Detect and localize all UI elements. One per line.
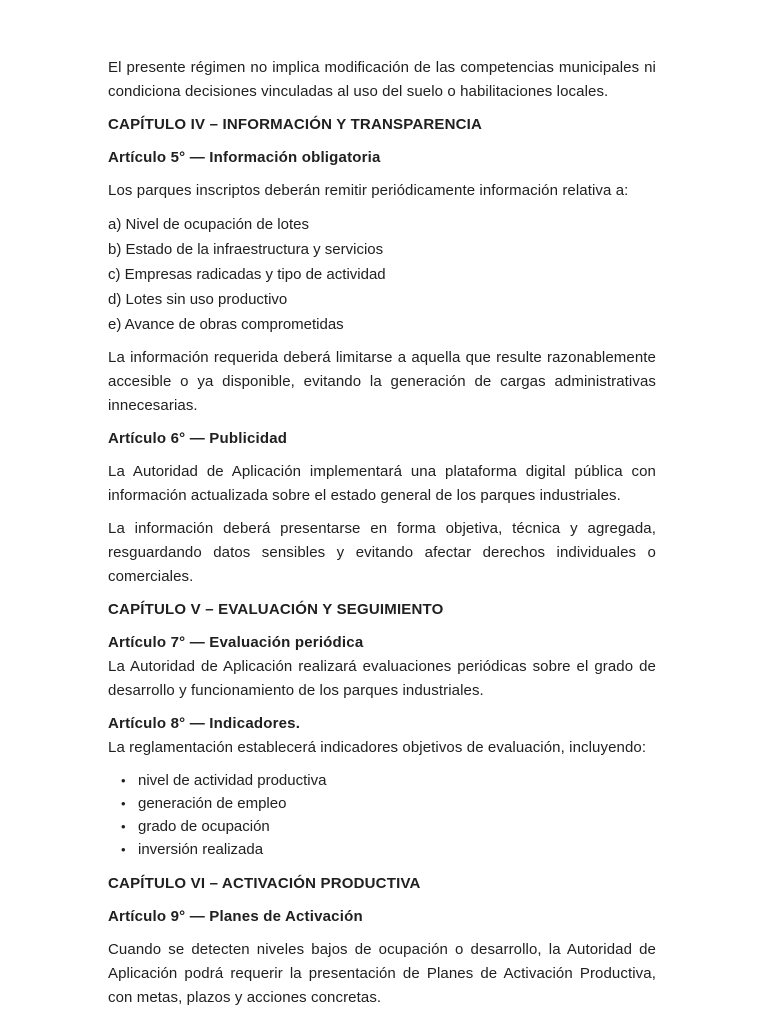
bullet-item xyxy=(108,769,656,792)
bullet-icon: • xyxy=(121,819,126,834)
bullet-icon: • xyxy=(121,842,126,857)
list-item: e) Avance de obras comprometidas xyxy=(108,316,344,333)
article-5-lead: Los parques inscriptos deberán remitir periódicamente información relativa a: xyxy=(108,182,629,199)
list-item: b) Estado de la infraestructura y servicios xyxy=(108,241,384,258)
bullet-item xyxy=(108,792,656,815)
article-5-heading: Artículo 5° — Información obligatoria xyxy=(108,149,381,166)
chapter-v-heading: CAPÍTULO V – EVALUACIÓN Y SEGUIMIENTO xyxy=(108,601,444,618)
article-8-lead: La reglamentación establecerá indicadores objetivos de evaluación, incluyendo: xyxy=(108,739,647,756)
article-6-heading: Artículo 6° — Publicidad xyxy=(108,430,288,447)
list-item: d) Lotes sin uso productivo xyxy=(108,291,288,308)
bullet-icon: • xyxy=(121,773,126,788)
bullet-item-label: inversión realizada xyxy=(138,841,264,858)
chapter-vi-heading: CAPÍTULO VI – ACTIVACIÓN PRODUCTIVA xyxy=(108,875,421,892)
list-item: c) Empresas radicadas y tipo de actividad xyxy=(108,266,386,283)
article-9-heading: Artículo 9° — Planes de Activación xyxy=(108,908,363,925)
intro-paragraph: El presente régimen no implica modificación de las competencias municipales ni condiciona decisiones vinculadas al uso del suelo o habilitaciones locales. xyxy=(108,59,656,100)
article-7-body: La Autoridad de Aplicación realizará evaluaciones periódicas sobre el grado de desarrollo y funcionamiento de los parques industriales. xyxy=(108,658,656,699)
bullet-item xyxy=(108,838,656,861)
bullet-item-label: nivel de actividad productiva xyxy=(138,772,327,789)
list-item: a) Nivel de ocupación de lotes xyxy=(108,216,309,233)
bullet-item xyxy=(108,815,656,838)
bullet-icon: • xyxy=(121,796,126,811)
article-5-lettered-list xyxy=(108,212,656,337)
article-8-bullet-list xyxy=(108,769,656,861)
bullet-item-label: generación de empleo xyxy=(138,795,287,812)
article-9-body: Cuando se detecten niveles bajos de ocupación o desarrollo, la Autoridad de Aplicación podrá requerir la presentación de Planes de Activación Productiva, con metas, plazos y acciones concretas. xyxy=(108,941,656,1006)
article-7-heading: Artículo 7° — Evaluación periódica xyxy=(108,634,364,651)
bullet-item-label: grado de ocupación xyxy=(138,818,270,835)
article-8-heading: Artículo 8° — Indicadores. xyxy=(108,715,301,732)
article-6-paragraph-2: La información deberá presentarse en forma objetiva, técnica y agregada, resguardando datos sensibles y evitando afectar derechos individuales o comerciales. xyxy=(108,520,656,585)
chapter-iv-heading: CAPÍTULO IV – INFORMACIÓN Y TRANSPARENCIA xyxy=(108,116,483,133)
article-5-closing-paragraph: La información requerida deberá limitarse a aquella que resulte razonablemente accesible o ya disponible, evitando la generación de cargas administrativas innecesarias. xyxy=(108,349,656,414)
article-6-paragraph-1: La Autoridad de Aplicación implementará una plataforma digital pública con información actualizada sobre el estado general de los parques industriales. xyxy=(108,463,656,504)
